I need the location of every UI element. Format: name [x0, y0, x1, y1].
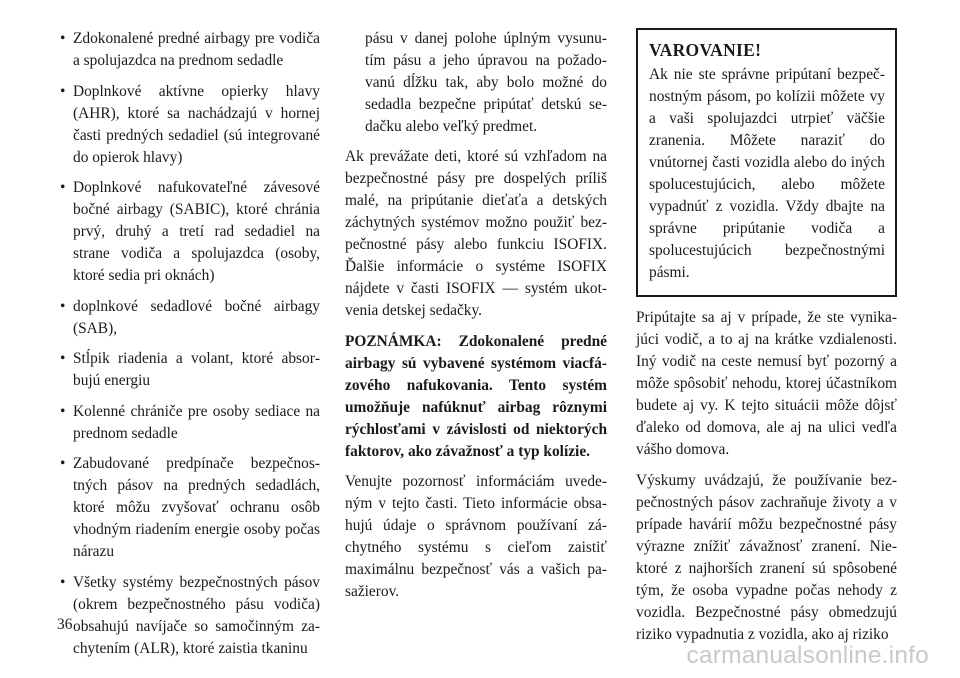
list-item: • Doplnkové aktívne opierky hlavy (AHR), ktoré sa nachádzajú v hornej časti predných sedadiel (sú integrované do opierok hlavy): [58, 81, 320, 169]
safety-features-list: [58, 28, 320, 660]
left-column: [58, 28, 320, 668]
warning-title: VAROVANIE!: [649, 40, 762, 60]
paragraph-driver: Pripútajte sa aj v prípade, že ste vynikajúci vodič, a to aj na krátke vzdialenosti. Iný vodič na ceste nemusí byť pozorný a môže spôsobiť nehodu, ktorej účastníkom budete aj vy. K tejto situácii môže dôjsť ďaleko od domova, ale aj na ulici vedľa vášho domova.: [636, 309, 897, 458]
page-number: 36: [57, 616, 73, 633]
paragraph-information: Venujte pozornosť informáciám uvedeným v tejto časti. Tieto informácie obsahujú údaje o správnom používaní záchytného systému s cieľom zaistiť maximálnu bezpečnosť vás a vašich pasažierov.: [345, 473, 607, 600]
watermark: carmanualsonline.info: [686, 642, 929, 669]
list-item: • Kolenné chrániče pre osoby sediace na prednom sedadle: [58, 401, 320, 445]
warning-text: Ak nie ste správne pripútaní bezpečnostným pásom, po kolízii môžete vy a vaši spolujazdci utrpieť väčšie zranenia. Môžete naraziť do vnútornej časti vozidla alebo do iných spolucestujúcich, alebo môžete vypadnúť z vozidla. Vždy dbajte na správne pripútanie vodiča a spolucestujúcich bezpečnostnými pásmi.: [649, 66, 885, 281]
list-item: • Zdokonalené predné airbagy pre vodiča a spolujazdca na prednom sedadle: [58, 28, 320, 72]
list-item: • Doplnkové nafukovateľné závesové bočné airbagy (SABIC), ktoré chránia prvý, druhý a tretí rad sedadiel na strane vodiča a spolujazdca (osoby, ktoré sedia pri oknách): [58, 177, 320, 287]
list-item: • Zabudované predpínače bezpečnostných pásov na predných sedadlách, ktoré môžu zvyšovať ochranu osôb vhodným riadením energie osoby počas nárazu: [58, 453, 320, 563]
warning-box: [636, 28, 897, 297]
list-item: • doplnkové sedadlové bočné airbagy (SAB),: [58, 296, 320, 340]
list-item: • Všetky systémy bezpečnostných pásov (okrem bezpečnostného pásu vodiča) obsahujú navíjače so samočinným zachytením (ALR), ktoré zaistia tkaninu: [58, 572, 320, 660]
note-paragraph: POZNÁMKA: Zdokonalené predné airbagy sú vybavené systémom viacfázového nafukovania. Tento systém umožňuje nafúknuť airbag rôznymi rýchlosťami v závislosti od niektorých faktorov, ako závažnosť a typ kolízie.: [345, 332, 607, 460]
list-item: • Stĺpik riadenia a volant, ktoré absorbujú energiu: [58, 348, 320, 392]
paragraph-children: Ak prevážate deti, ktoré sú vzhľadom na bezpečnostné pásy pre dospelých príliš malé, na pripútanie dieťaťa a detských záchytných systémov možno použiť bezpečnostné pásy alebo funkciu ISOFIX. Ďalšie informácie o systéme ISOFIX nájdete v časti ISOFIX — systém ukotvenia detskej sedačky.: [345, 148, 607, 319]
right-column: [636, 28, 897, 654]
paragraph-research: Výskumy uvádzajú, že používanie bezpečnostných pásov zachraňuje životy a v prípade havárií môžu bezpečnostné pásy výrazne znížiť závažnosť zranení. Niektoré z najhorších zranení sú spôsobené tým, že osoba vypadne počas nehody z vozidla. Bezpečnostné pásy obmedzujú riziko vypadnutia z vozidla, ako aj riziko: [636, 471, 897, 643]
list-item-continuation: pásu v danej polohe úplným vysunutím pásu a jeho úpravou na požadovanú dĺžku tak, aby bolo možné do sedadla bezpečne pripútať detskú sedačku alebo veľký predmet.: [365, 30, 607, 135]
middle-column: [345, 28, 607, 612]
